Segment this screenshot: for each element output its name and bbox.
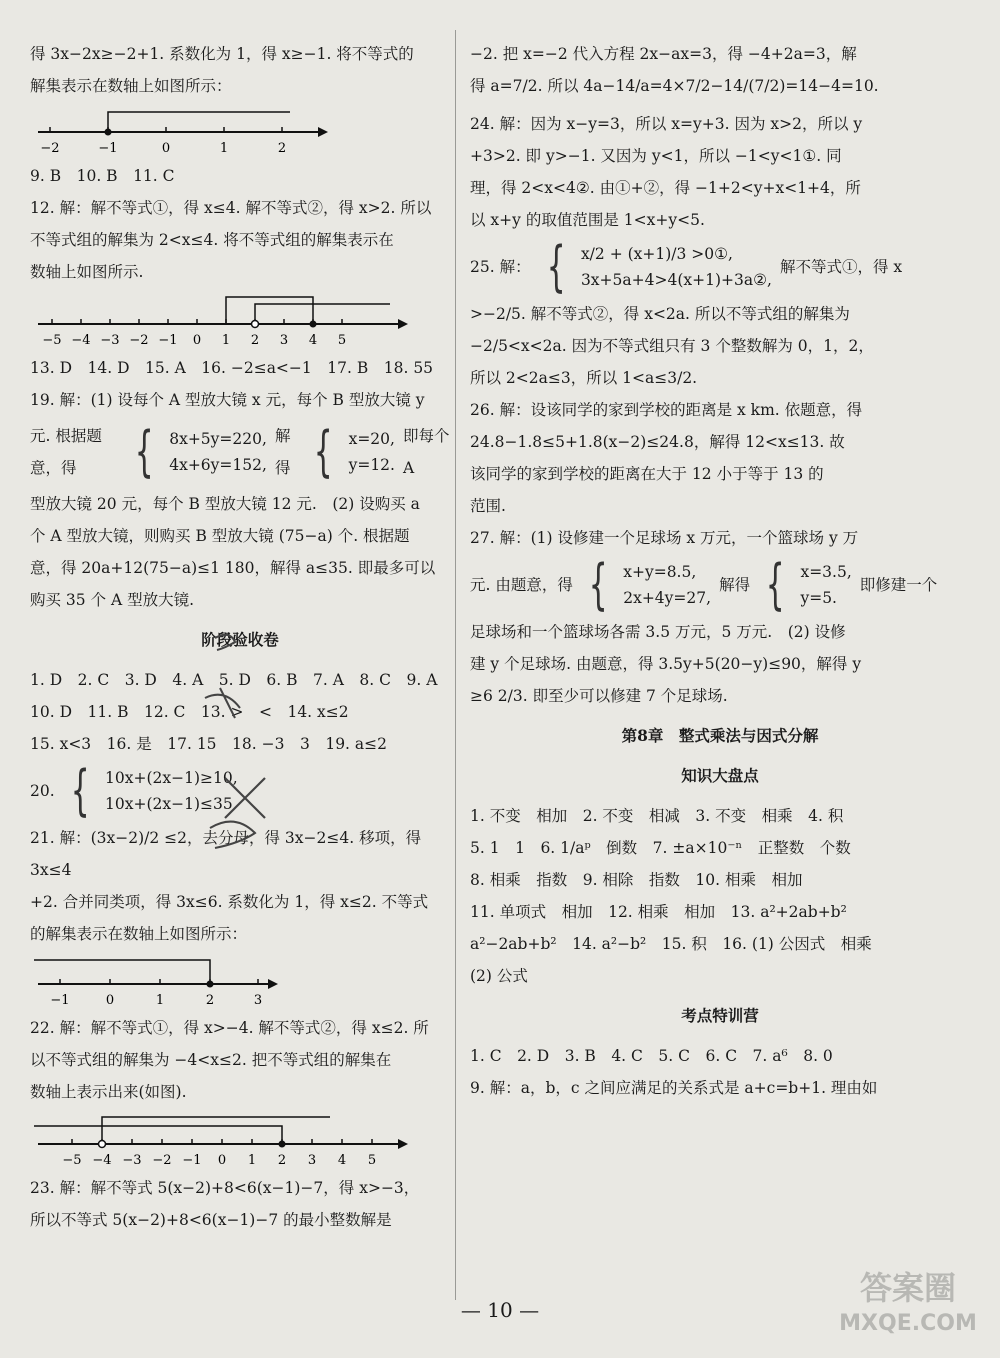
- number-line-4: [30, 1114, 410, 1170]
- text-line: 足球场和一个篮球场各需 3.5 万元，5 万元. (2) 设修: [470, 623, 846, 641]
- equation: 8x+5y=220,: [169, 430, 267, 448]
- text-line: 购买 35 个 A 型放大镜.: [30, 591, 195, 609]
- text-fragment: 即每个 A: [402, 427, 450, 477]
- text-line: >−2/5. 解不等式②，得 x<2a. 所以不等式组的解集为: [470, 305, 850, 323]
- text-line: 理，得 2<x<4②. 由①+②，得 −1+2<y+x<1+4，所: [470, 179, 861, 197]
- equation-row: [470, 553, 970, 616]
- tick-label: 1: [221, 333, 231, 348]
- text-line: 12. 解：解不等式①，得 x≤4. 解不等式②，得 x>2. 所以: [30, 199, 432, 217]
- text-fragment: 25. 解：: [470, 258, 531, 276]
- brace-icon: {: [765, 553, 785, 616]
- text-line: 所以 2<2a≤3，所以 1<a≤3/2.: [470, 369, 698, 387]
- text-fragment: 即修建一个: [859, 576, 938, 594]
- equation-system: [581, 241, 772, 293]
- tick-label: 0: [161, 141, 171, 156]
- tick-label: 3: [279, 333, 289, 348]
- text-line: 1. 不变 相加 2. 不变 相减 3. 不变 相乘 4. 积: [470, 807, 844, 825]
- tick-label: 1: [155, 993, 165, 1008]
- tick-label: −2: [40, 141, 60, 156]
- text-line: 不等式组的解集为 2<x≤4. 将不等式组的解集表示在: [30, 231, 394, 249]
- text-line: 27. 解：(1) 设修建一个足球场 x 万元，一个篮球场 y 万: [470, 529, 859, 547]
- text-line: −2. 把 x=−2 代入方程 2x−ax=3，得 −4+2a=3，解: [470, 45, 857, 63]
- tick-label: 1: [219, 141, 229, 156]
- tick-label: 5: [367, 1153, 377, 1168]
- equation-row: [30, 420, 450, 484]
- brace-icon: {: [588, 553, 608, 616]
- text-line: 建 y 个足球场. 由题意，得 3.5y+5(20−y)≤90，解得 y: [470, 655, 862, 673]
- right-column: [470, 38, 970, 1104]
- text-line: 以不等式组的解集为 −4<x≤2. 把不等式组的解集在: [30, 1051, 392, 1069]
- equation: y=5.: [800, 589, 837, 607]
- equation-system: [623, 559, 711, 611]
- text-line: 13. D 14. D 15. A 16. −2≤a<−1 17. B 18. 55: [30, 359, 434, 377]
- tick-label: 1: [247, 1153, 257, 1168]
- equation-system: [800, 559, 851, 611]
- text-line: 个 A 型放大镜，则购买 B 型放大镜 (75−a) 个. 根据题: [30, 527, 410, 545]
- tick-label: 4: [308, 333, 318, 348]
- equation: 10x+(2x−1)≥10,: [105, 769, 238, 787]
- equation-system: [169, 426, 267, 478]
- tick-label: −5: [42, 333, 62, 348]
- text-line: (2) 公式: [470, 967, 528, 985]
- text-line: 的解集表示在数轴上如图所示：: [30, 925, 248, 943]
- equation: 10x+(2x−1)≤35: [105, 795, 233, 813]
- text-line: 9. B 10. B 11. C: [30, 167, 175, 185]
- tick-label: 4: [337, 1153, 347, 1168]
- text-line: 5. 1 1 6. 1/aᵖ 倒数 7. ±a×10⁻ⁿ 正整数 个数: [470, 839, 851, 857]
- tick-label: 2: [277, 1153, 287, 1168]
- equation: x/2 + (x+1)/3 >0①,: [580, 245, 733, 263]
- text-line: +2. 合并同类项，得 3x≤6. 系数化为 1，得 x≤2. 不等式: [30, 893, 429, 911]
- equation: x=3.5,: [800, 563, 852, 581]
- equation-row: [470, 235, 970, 298]
- equation-system: [349, 426, 395, 478]
- text-line: −2/5<x<2a. 因为不等式组只有 3 个整数解为 0，1，2，: [470, 337, 874, 355]
- equation: x+y=8.5,: [623, 563, 697, 581]
- number-line-3: [30, 956, 290, 1010]
- text-line: +3>2. 即 y>−1. 又因为 y<1，所以 −1<y<1①. 同: [470, 147, 842, 165]
- text-line: 15. x<3 16. 是 17. 15 18. −3 3 19. a≤2: [30, 735, 387, 753]
- tick-label: −5: [62, 1153, 82, 1168]
- text-fragment: 元. 根据题意，得: [30, 427, 102, 477]
- text-line: 24. 解：因为 x−y=3，所以 x=y+3. 因为 x>2，所以 y: [470, 115, 863, 133]
- tick-label: 5: [337, 333, 347, 348]
- tick-label: 2: [277, 141, 287, 156]
- text-fragment: 解得: [274, 427, 291, 477]
- tick-label: 0: [192, 333, 202, 348]
- text-line: 26. 解：设该同学的家到学校的距离是 x km. 依题意，得: [470, 401, 863, 419]
- text-fragment: 元. 由题意，得: [470, 576, 573, 594]
- text-line: 9. 解：a，b，c 之间应满足的关系式是 a+c=b+1. 理由如: [470, 1079, 878, 1097]
- brace-icon: {: [313, 420, 333, 483]
- text-line: 19. 解：(1) 设每个 A 型放大镜 x 元，每个 B 型放大镜 y: [30, 391, 425, 409]
- equation: y=12.: [348, 456, 395, 474]
- text-line: 23. 解：解不等式 5(x−2)+8<6(x−1)−7，得 x>−3，: [30, 1179, 420, 1197]
- page-number: — 10 —: [460, 1298, 540, 1322]
- text-line: 数轴上表示出来(如图).: [30, 1083, 187, 1101]
- column-divider: [455, 30, 456, 1300]
- tick-label: −3: [122, 1153, 142, 1168]
- tick-label: −1: [182, 1153, 202, 1168]
- tick-label: 0: [105, 993, 115, 1008]
- text-line: 8. 相乘 指数 9. 相除 指数 10. 相乘 相加: [470, 871, 803, 889]
- tick-label: −1: [158, 333, 178, 348]
- equation: 4x+6y=152,: [169, 456, 267, 474]
- equation: 3x+5a+4>4(x+1)+3a②,: [580, 271, 772, 289]
- text-line: 1. C 2. D 3. B 4. C 5. C 6. C 7. a⁶ 8. 0: [470, 1047, 833, 1065]
- equation: x=20,: [348, 430, 395, 448]
- text-line: 22. 解：解不等式①，得 x>−4. 解不等式②，得 x≤2. 所: [30, 1019, 429, 1037]
- equation: 2x+4y=27,: [623, 589, 712, 607]
- text-line: ≥6 2/3. 即至少可以修建 7 个足球场.: [470, 687, 728, 705]
- text-line: 1. D 2. C 3. D 4. A 5. D 6. B 7. A 8. C 9. A: [30, 671, 438, 689]
- number-line-2: [30, 294, 410, 350]
- text-line: 21. 解：(3x−2)/2 ≤2，去分母，得 3x−2≤4. 移项，得 3x≤4: [30, 829, 422, 879]
- tick-label: 0: [217, 1153, 227, 1168]
- text-line: 数轴上如图所示.: [30, 263, 144, 281]
- tick-label: 3: [253, 993, 263, 1008]
- text-line: 10. D 11. B 12. C 13. > < 14. x≤2: [30, 703, 349, 721]
- brace-icon: {: [70, 759, 90, 822]
- chapter-heading: 第8章 整式乘法与因式分解: [621, 726, 819, 745]
- brace-icon: {: [134, 420, 154, 483]
- text-line: 意，得 20a+12(75−a)≤1 180，解得 a≤35. 即最多可以: [30, 559, 436, 577]
- text-line: 11. 单项式 相加 12. 相乘 相加 13. a²+2ab+b²: [470, 903, 847, 921]
- text-line: 所以不等式 5(x−2)+8<6(x−1)−7 的最小整数解是: [30, 1211, 392, 1229]
- handwritten-marks: [195, 628, 285, 858]
- watermark-logo: 答案圈: [859, 1269, 956, 1307]
- section-heading: 知识大盘点: [681, 766, 759, 785]
- text-line: a²−2ab+b² 14. a²−b² 15. 积 16. (1) 公因式 相乘: [470, 935, 872, 953]
- tick-label: −4: [92, 1153, 112, 1168]
- section-heading: 考点特训营: [681, 1006, 759, 1025]
- section-heading: 阶段验收卷: [201, 630, 279, 649]
- text-fragment: 解得: [719, 576, 751, 594]
- brace-icon: {: [546, 235, 566, 298]
- text-line: 范围.: [470, 497, 506, 515]
- text-line: 以 x+y 的取值范围是 1<x+y<5.: [470, 211, 705, 229]
- tick-label: −3: [100, 333, 120, 348]
- text-line: 得 a=7/2. 所以 4a−14/a=4×7/2−14/(7/2)=14−4=10.: [470, 77, 879, 95]
- number-line-1: [30, 108, 330, 158]
- text-fragment: 解不等式①，得 x: [779, 258, 903, 276]
- tick-label: 3: [307, 1153, 317, 1168]
- watermark-url: MXQE.COM: [839, 1311, 977, 1336]
- site-watermark: [828, 1266, 988, 1348]
- text-line: 解集表示在数轴上如图所示：: [30, 77, 232, 95]
- text-line: 该同学的家到学校的距离在大于 12 小于等于 13 的: [470, 465, 824, 483]
- tick-label: −2: [152, 1153, 172, 1168]
- tick-label: −4: [71, 333, 91, 348]
- tick-label: −1: [50, 993, 70, 1008]
- tick-label: −2: [129, 333, 149, 348]
- text-line: 型放大镜 20 元，每个 B 型放大镜 12 元. (2) 设购买 a: [30, 495, 420, 513]
- text-line: 得 3x−2x≥−2+1. 系数化为 1，得 x≥−1. 将不等式的: [30, 45, 414, 63]
- tick-label: 2: [205, 993, 215, 1008]
- tick-label: 2: [250, 333, 260, 348]
- text-line: 24.8−1.8≤5+1.8(x−2)≤24.8，解得 12<x≤13. 故: [470, 433, 845, 451]
- text-fragment: 20.: [30, 782, 55, 800]
- tick-label: −1: [98, 141, 118, 156]
